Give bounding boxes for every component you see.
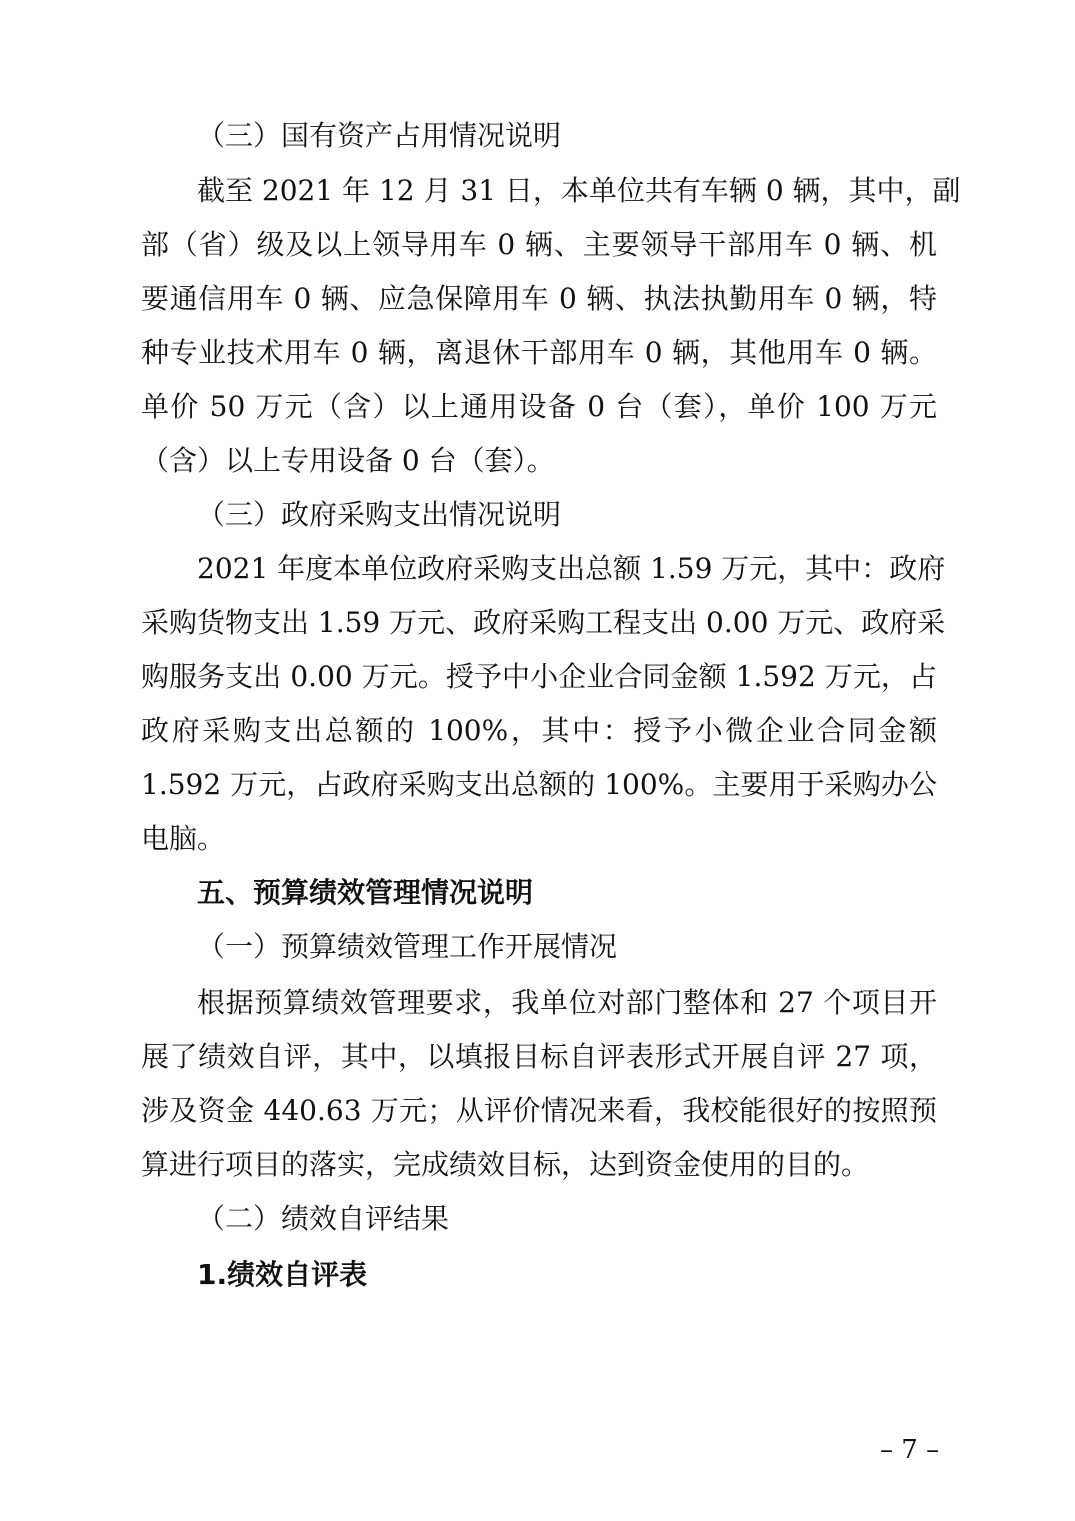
assets-paragraph-line: 部（省）级及以上领导用车 0 辆、主要领导干部用车 0 辆、机 — [141, 228, 937, 261]
assets-paragraph-line: 单价 50 万元（含）以上通用设备 0 台（套），单价 100 万元 — [141, 390, 937, 423]
procurement-paragraph-line: 1.592 万元，占政府采购支出总额的 100%。主要用于采购办公 — [141, 768, 937, 801]
procurement-title: （三）政府采购支出情况说明 — [197, 498, 562, 531]
assets-paragraph-line: （含）以上专用设备 0 台（套）。 — [141, 444, 555, 477]
performance-subsection-1-title: （一）预算绩效管理工作开展情况 — [197, 930, 618, 963]
self-evaluation-table-heading: 1.绩效自评表 — [197, 1258, 368, 1291]
procurement-paragraph-line: 2021 年度本单位政府采购支出总额 1.59 万元，其中：政府 — [197, 552, 946, 585]
section-5-title: 五、预算绩效管理情况说明 — [197, 876, 534, 909]
performance-paragraph-line: 展了绩效自评，其中，以填报目标自评表形式开展自评 27 项， — [141, 1040, 937, 1073]
performance-paragraph-line: 涉及资金 440.63 万元；从评价情况来看，我校能很好的按照预 — [141, 1094, 937, 1127]
performance-subsection-2-title: （二）绩效自评结果 — [197, 1202, 450, 1235]
procurement-paragraph-line: 政府采购支出总额的 100%，其中：授予小微企业合同金额 — [141, 714, 937, 747]
performance-paragraph-line: 根据预算绩效管理要求，我单位对部门整体和 27 个项目开 — [197, 986, 937, 1019]
procurement-paragraph-line: 购服务支出 0.00 万元。授予中小企业合同金额 1.592 万元，占 — [141, 660, 937, 693]
assets-paragraph-line: 截至 2021 年 12 月 31 日，本单位共有车辆 0 辆，其中，副 — [197, 174, 961, 207]
assets-paragraph-line: 种专业技术用车 0 辆，离退休干部用车 0 辆，其他用车 0 辆。 — [141, 336, 937, 369]
performance-paragraph-line: 算进行项目的落实，完成绩效目标，达到资金使用的目的。 — [141, 1148, 870, 1181]
section-3-title: （三）国有资产占用情况说明 — [197, 119, 562, 152]
assets-paragraph-line: 要通信用车 0 辆、应急保障用车 0 辆、执法执勤用车 0 辆，特 — [141, 282, 937, 315]
procurement-paragraph-line: 采购货物支出 1.59 万元、政府采购工程支出 0.00 万元、政府采 — [141, 606, 946, 639]
page-number: – 7 – — [880, 1435, 940, 1465]
procurement-paragraph-line: 电脑。 — [141, 822, 226, 855]
